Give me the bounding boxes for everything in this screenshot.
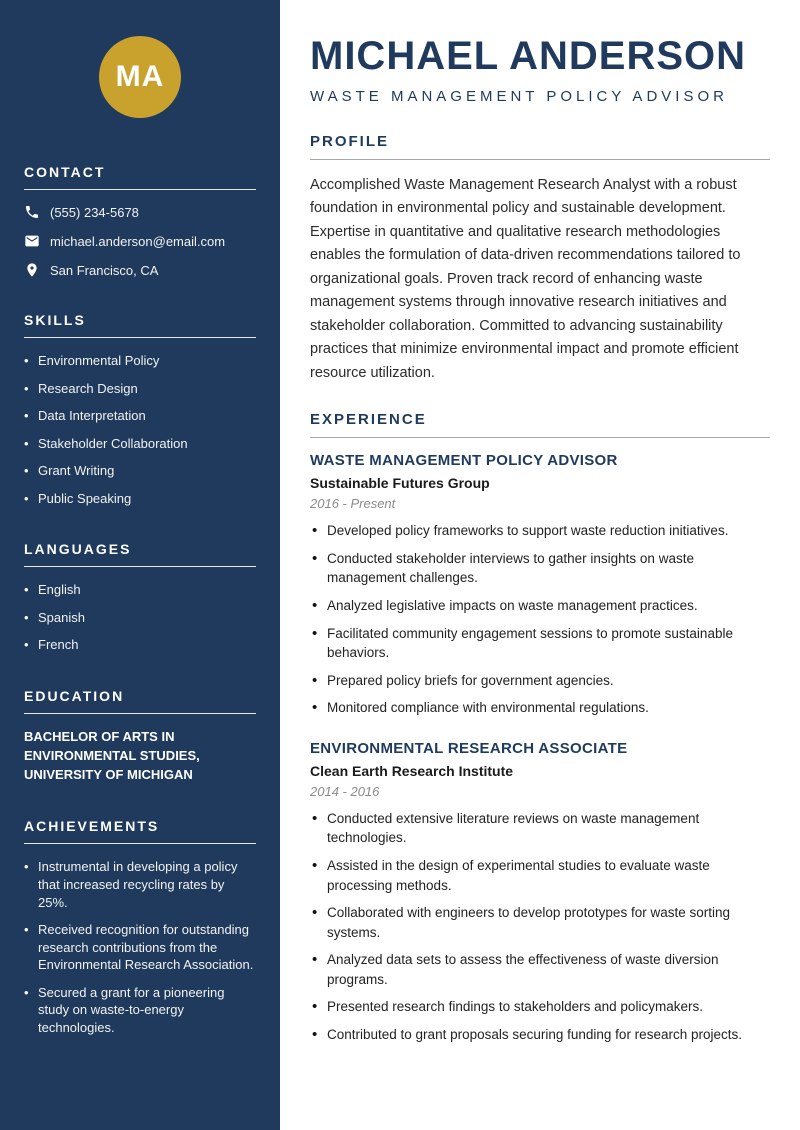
experience-section <box>310 411 770 1044</box>
job-bullet: • Conducted extensive literature reviews on waste management technologies. <box>310 809 770 848</box>
job-company: Sustainable Futures Group <box>310 475 490 492</box>
skill-item: • Data Interpretation <box>24 407 256 425</box>
skills-section <box>24 312 256 507</box>
phone-icon <box>24 204 40 220</box>
job-bullet-list <box>310 521 770 718</box>
job-bullet: • Analyzed data sets to assess the effectiveness of waste diversion programs. <box>310 950 770 989</box>
main-content <box>280 0 800 1130</box>
education-degree: BACHELOR OF ARTS IN ENVIRONMENTAL STUDIES, UNIVERSITY OF MICHIGAN <box>24 728 200 782</box>
language-item: • French <box>24 636 256 654</box>
education-section <box>24 688 256 785</box>
job-role: ENVIRONMENTAL RESEARCH ASSOCIATE <box>310 739 628 757</box>
skill-item: • Research Design <box>24 380 256 398</box>
skill-item: • Public Speaking <box>24 490 256 508</box>
avatar-initials: MA <box>115 60 165 93</box>
job-bullet: • Contributed to grant proposals securing funding for research projects. <box>310 1025 770 1045</box>
contact-section <box>24 164 256 278</box>
email-icon <box>24 233 40 249</box>
job-entry <box>310 452 770 718</box>
job-bullet: • Assisted in the design of experimental studies to evaluate waste processing methods. <box>310 856 770 895</box>
achievements-heading: ACHIEVEMENTS <box>24 818 256 844</box>
languages-heading: LANGUAGES <box>24 541 256 567</box>
skill-item: • Grant Writing <box>24 462 256 480</box>
contact-phone <box>24 204 256 220</box>
achievement-item: • Instrumental in developing a policy that increased recycling rates by 25%. <box>24 858 256 911</box>
job-bullet: • Analyzed legislative impacts on waste management practices. <box>310 596 770 616</box>
profile-section <box>310 133 770 385</box>
achievements-section <box>24 818 256 1036</box>
contact-phone-text: (555) 234-5678 <box>50 204 139 220</box>
job-dates: 2016 - Present <box>310 496 396 512</box>
contact-email-text: michael.anderson@email.com <box>50 233 226 249</box>
contact-email <box>24 233 256 249</box>
job-bullet-list <box>310 809 770 1045</box>
contact-heading: CONTACT <box>24 164 256 190</box>
skill-item: • Stakeholder Collaboration <box>24 435 256 453</box>
job-dates: 2014 - 2016 <box>310 783 380 799</box>
languages-section <box>24 541 256 654</box>
job-bullet: • Collaborated with engineers to develop prototypes for waste sorting systems. <box>310 903 770 942</box>
skills-list <box>24 352 256 507</box>
achievement-item: • Secured a grant for a pioneering study on waste-to-energy technologies. <box>24 984 256 1037</box>
job-bullet: • Prepared policy briefs for government agencies. <box>310 671 770 691</box>
contact-location-text: San Francisco, CA <box>50 262 159 278</box>
contact-location <box>24 262 256 278</box>
language-item: • Spanish <box>24 609 256 627</box>
person-title: WASTE MANAGEMENT POLICY ADVISOR <box>310 88 728 105</box>
location-icon <box>24 262 40 278</box>
job-bullet: • Conducted stakeholder interviews to gather insights on waste management challenges. <box>310 549 770 588</box>
sidebar <box>0 0 280 1130</box>
job-entry <box>310 740 770 1045</box>
skill-item: • Environmental Policy <box>24 352 256 370</box>
job-bullet: • Presented research findings to stakeholders and policymakers. <box>310 997 770 1017</box>
avatar <box>99 36 181 118</box>
languages-list <box>24 581 256 654</box>
achievement-item: • Received recognition for outstanding research contributions from the Environmental Research Association. <box>24 921 256 974</box>
job-company: Clean Earth Research Institute <box>310 762 514 779</box>
skills-heading: SKILLS <box>24 312 256 338</box>
person-name: MICHAEL ANDERSON <box>310 34 747 78</box>
job-bullet: • Facilitated community engagement sessions to promote sustainable behaviors. <box>310 624 770 663</box>
experience-heading: EXPERIENCE <box>310 411 770 438</box>
achievements-list <box>24 858 256 1036</box>
language-item: • English <box>24 581 256 599</box>
job-role: WASTE MANAGEMENT POLICY ADVISOR <box>310 452 618 470</box>
avatar-wrap <box>24 36 256 118</box>
job-bullet: • Developed policy frameworks to support waste reduction initiatives. <box>310 521 770 541</box>
profile-text: Accomplished Waste Management Research Analyst with a robust foundation in environmental policy and sustainable development. Expertise in quantitative and qualitative research methodologies enables the formulation of data-driven recommendations tailored to organizational goals. Proven track record of enhancing waste management systems through innovative research initiatives and stakeholder collaboration. Committed to advancing sustainability practices that minimize environmental impact and promote efficient resource utilization. <box>310 177 741 381</box>
education-heading: EDUCATION <box>24 688 256 714</box>
profile-heading: PROFILE <box>310 133 770 160</box>
job-bullet: • Monitored compliance with environmental regulations. <box>310 698 770 718</box>
